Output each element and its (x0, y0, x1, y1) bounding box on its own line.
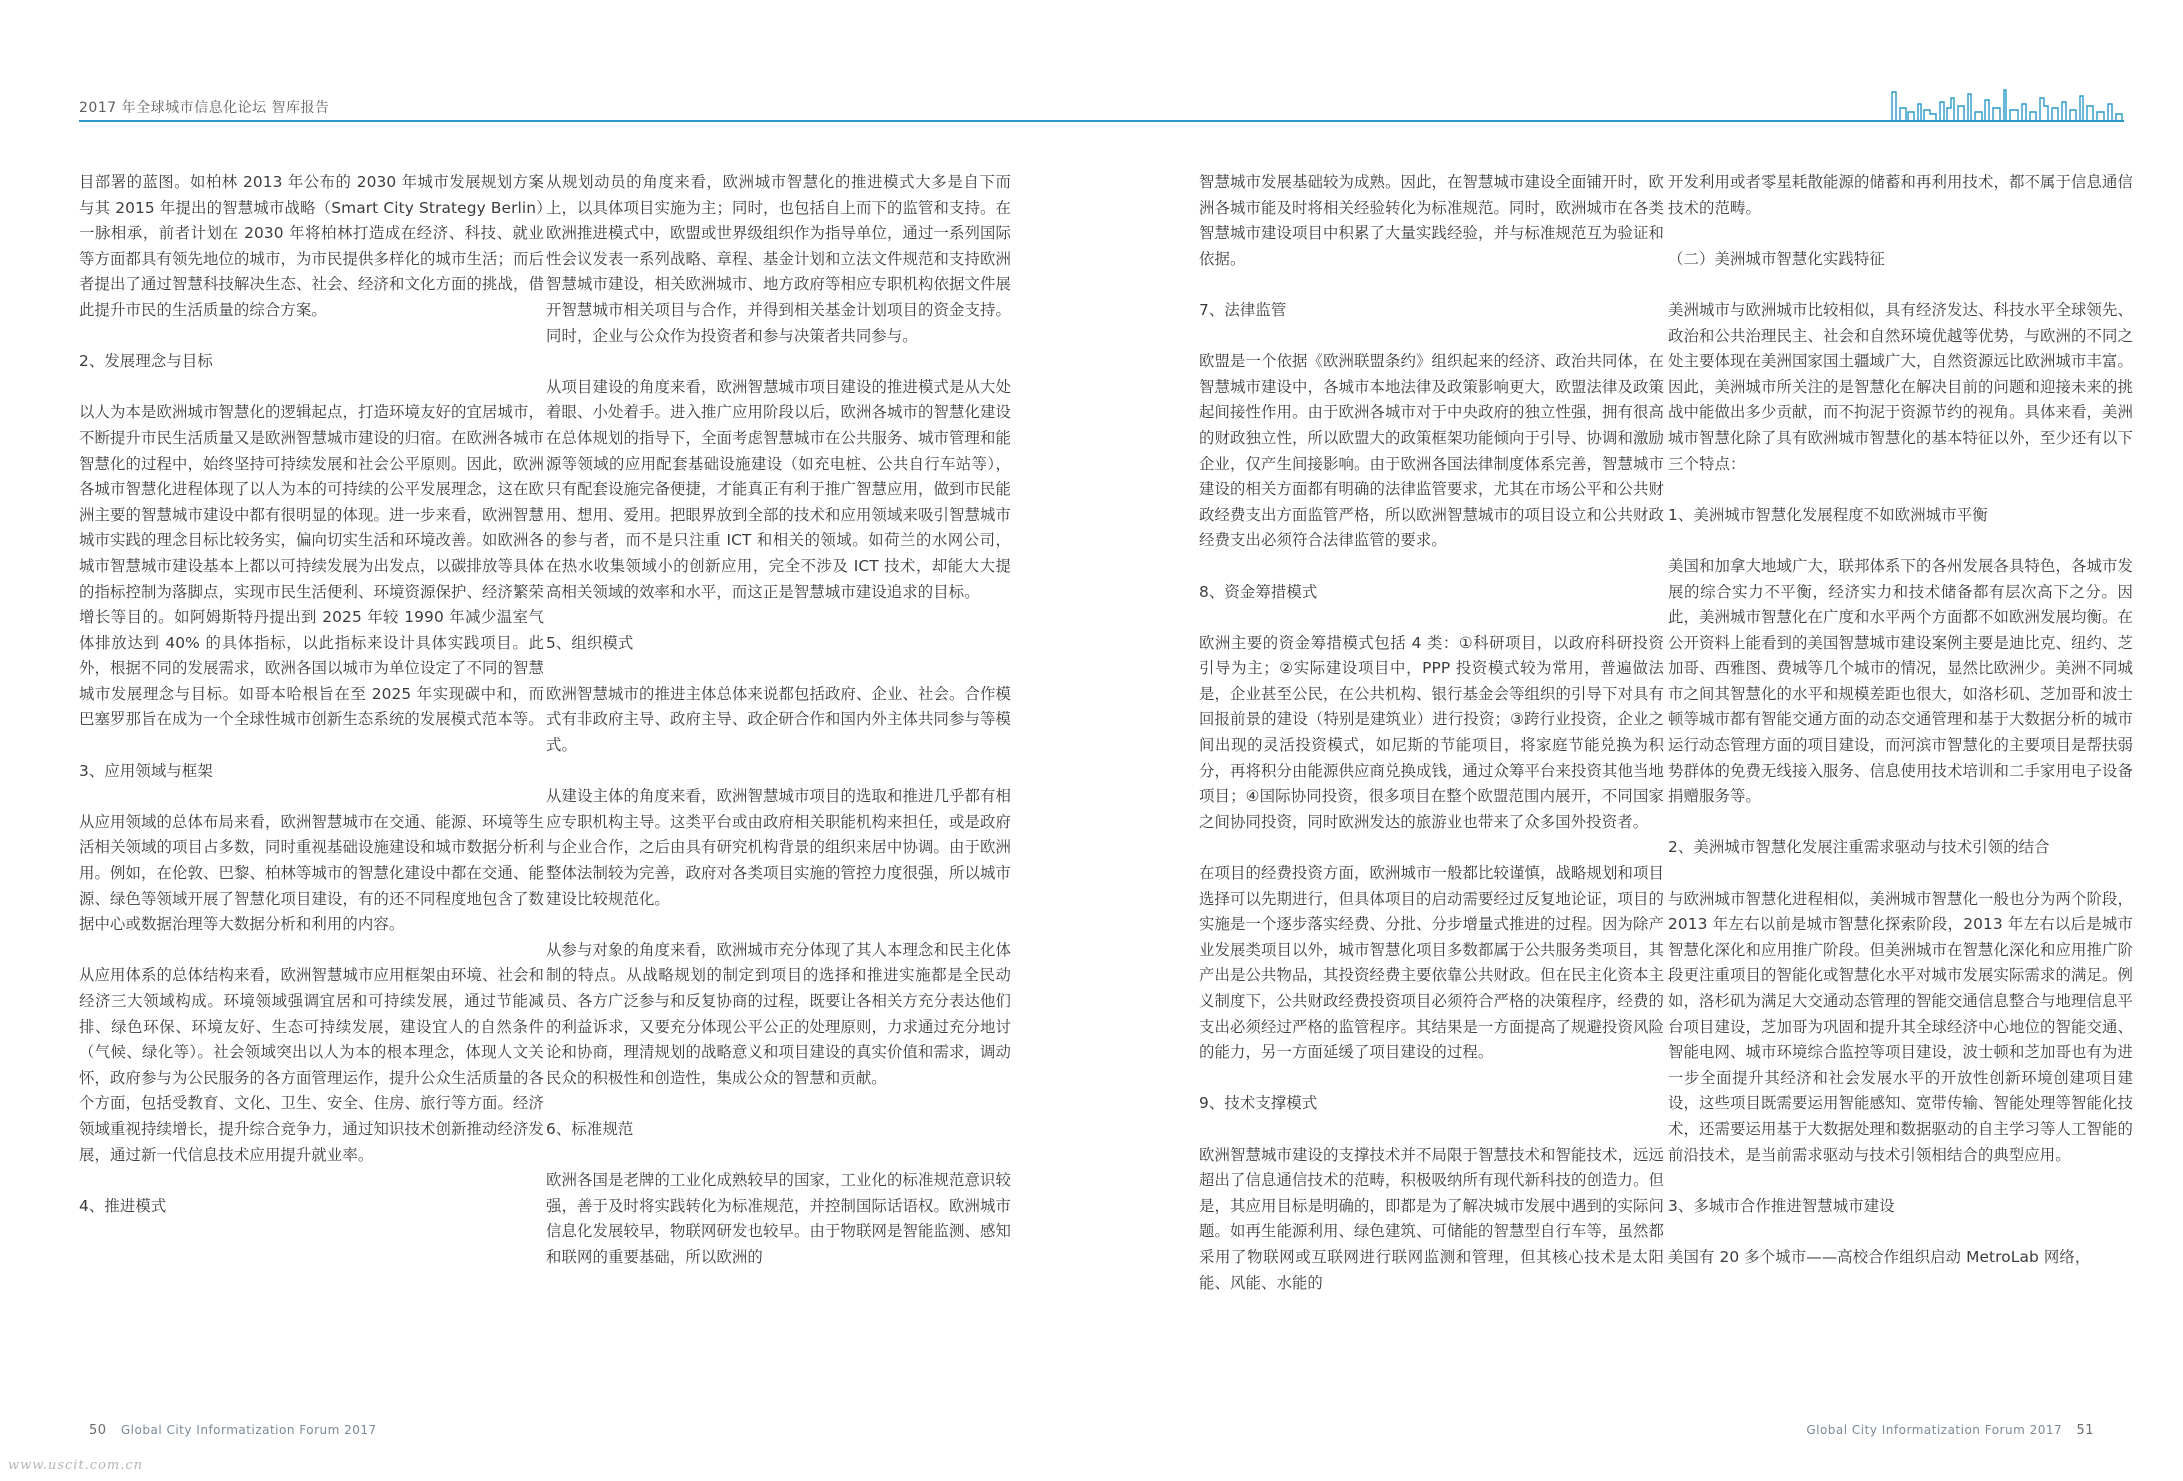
paragraph: 从建设主体的角度来看，欧洲智慧城市项目的选取和推进几乎都有相应专职机构主导。这类平台或由政府相关职能机构来担任，或是政府与企业合作，之后由具有研究机构背景的组织来居中协调。由于欧洲整体法制较为完善，政府对各类项目实施的管控力度很强，所以城市建设比较规范化。 (546, 787, 1011, 908)
section-heading: （二）美洲城市智慧化实践特征 (1668, 249, 1885, 268)
column-2 (546, 170, 1011, 1395)
section-heading: 2、美洲城市智慧化发展注重需求驱动与技术引领的结合 (1668, 838, 2050, 857)
section-heading: 9、技术支撑模式 (1199, 1094, 1318, 1113)
paragraph: 美国有 20 多个城市——高校合作组织启动 MetroLab 网络， (1668, 1247, 2091, 1266)
section-heading: 3、应用领域与框架 (79, 761, 213, 780)
paragraph: 在项目的经费投资方面，欧洲城市一般都比较谨慎，战略规划和项目选择可以先期进行，但具体项目的启动需要经过反复地论证，项目的实施是一个逐步落实经费、分批、分步增量式推进的过程。因为除产业发展类项目以外，城市智慧化项目多数都属于公共服务类项目，其产出是公共物品，其投资经费主要依靠公共财政。但在民主化资本主义制度下，公共财政经费投资项目必须符合严格的决策程序，经费的支出必须经过严格的监管程序。其结果是一方面提高了规避投资风险的能力，另一方面延缓了项目建设的过程。 (1199, 864, 1664, 1062)
column-4 (1668, 170, 2133, 1395)
section-heading: 2、发展理念与目标 (79, 352, 213, 371)
paragraph: 从规划动员的角度来看，欧洲城市智慧化的推进模式大多是自下而上，以具体项目实施为主；同时，也包括自上而下的监管和支持。在欧洲推进模式中，欧盟或世界级组织作为指导单位，通过一系列国际性会议发表一系列战略、章程、基金计划和立法文件规范和支持欧洲智慧城市建设，相关欧洲城市、地方政府等相应专职机构依据文件展开智慧城市相关项目与合作，并得到相关基金计划项目的资金支持。同时，企业与公众作为投资者和参与决策者共同参与。 (546, 173, 1011, 345)
section-heading: 3、多城市合作推进智慧城市建设 (1668, 1196, 1895, 1215)
section-heading: 8、资金筹措模式 (1199, 582, 1318, 601)
page-number-left: 50 (89, 1423, 107, 1438)
section-heading: 6、标准规范 (546, 1119, 634, 1138)
paragraph: 智慧城市发展基础较为成熟。因此，在智慧城市建设全面铺开时，欧洲各城市能及时将相关经验转化为标准规范。同时，欧洲城市在各类智慧城市建设项目中积累了大量实践经验，并与标准规范互为验证和依据。 (1199, 173, 1664, 268)
paragraph: 欧洲各国是老牌的工业化成熟较早的国家，工业化的标准规范意识较强，善于及时将实践转化为标准规范，并控制国际话语权。欧洲城市信息化发展较早，物联网研发也较早。由于物联网是智能监测、感知和联网的重要基础，所以欧洲的 (546, 1171, 1011, 1266)
paragraph: 美国和加拿大地域广大，联邦体系下的各州发展各具特色，各城市发展的综合实力不平衡，经济实力和技术储备都有层次高下之分。因此，美洲城市智慧化在广度和水平两个方面都不如欧洲发展均衡。在公开资料上能看到的美国智慧城市建设案例主要是迪比克、纽约、芝加哥、西雅图、费城等几个城市的情况，显然比欧洲少。美洲不同城市之间其智慧化的水平和规模差距也很大，如洛杉矶、芝加哥和波士顿等城市都有智能交通方面的动态交通管理和基于大数据分析的城市运行动态管理方面的项目建设，而河滨市智慧化的主要项目是帮扶弱势群体的免费无线接入服务、信息使用技术培训和二手家用电子设备捐赠服务等。 (1668, 556, 2133, 806)
section-heading: 1、美洲城市智慧化发展程度不如欧洲城市平衡 (1668, 505, 1988, 524)
paragraph: 目部署的蓝图。如柏林 2013 年公布的 2030 年城市发展规划方案与其 2015 年提出的智慧城市战略（Smart City Strategy Berlin）一脉相承，前者计划在 2030 年将柏林打造成在经济、科技、就业等方面都具有领先地位的城市，为市民提供多样化的城市生活；而后者提出了通过智慧科技解决生态、社会、经济和文化方面的挑战，借此提升市民的生活质量的综合方案。 (79, 173, 544, 319)
column-3 (1199, 170, 1664, 1395)
paragraph: 开发利用或者零星耗散能源的储蓄和再利用技术，都不属于信息通信技术的范畴。 (1668, 173, 2133, 217)
header-title: 2017 年全球城市信息化论坛 智库报告 (79, 100, 330, 116)
footer-right (1806, 1423, 2104, 1438)
section-heading: 5、组织模式 (546, 633, 634, 652)
watermark: www.uscit.com.cn (8, 1458, 144, 1473)
skyline-logo (1890, 86, 2125, 122)
paragraph: 美洲城市与欧洲城市比较相似，具有经济发达、科技水平全球领先、政治和公共治理民主、社会和自然环境优越等优势，与欧洲的不同之处主要体现在美洲国家国土疆域广大，自然资源远比欧洲城市丰富。因此，美洲城市所关注的是智慧化在解决目前的问题和迎接未来的挑战中能做出多少贡献，而不拘泥于资源节约的视角。具体来看，美洲城市智慧化除了具有欧洲城市智慧化的基本特征以外，至少还有以下三个特点： (1668, 300, 2133, 473)
header-rule (79, 120, 2124, 122)
page-number-right: 51 (2076, 1423, 2094, 1438)
paragraph: 以人为本是欧洲城市智慧化的逻辑起点，打造环境友好的宜居城市，不断提升市民生活质量又是欧洲智慧城市建设的归宿。在欧洲各城市智慧化的过程中，始终坚持可持续发展和社会公平原则。因此，欧洲各城市智慧化进程体现了以人为本的可持续的公平发展理念，这在欧洲主要的智慧城市建设中都有很明显的体现。进一步来看，欧洲智慧城市实践的理念目标比较务实，偏向切实生活和环境改善。如欧洲各城市智慧城市建设基本上都以可持续发展为出发点，以碳排放等具体的指标控制为落脚点，实现市民生活便利、环境资源保护、经济繁荣增长等目的。如阿姆斯特丹提出到 2025 年较 1990 年减少温室气体排放达到 40% 的具体指标，以此指标来设计具体实践项目。此外，根据不同的发展需求，欧洲各国以城市为单位设定了不同的智慧城市发展理念与目标。如哥本哈根旨在至 2025 年实现碳中和，而巴塞罗那旨在成为一个全球性城市创新生态系统的发展模式范本等。 (79, 403, 544, 729)
paragraph: 从参与对象的角度来看，欧洲城市充分体现了其人本理念和民主化体制的特点。从战略规划的制定到项目的选择和推进实施都是全民动员、各方广泛参与和反复协商的过程，既要让各相关方充分表达他们的利益诉求，又要充分体现公平公正的处理原则，力求通过充分地讨论和协商，理清规划的战略意义和项目建设的真实价值和需求，调动民众的积极性和创造性，集成公众的智慧和贡献。 (546, 940, 1011, 1087)
paragraph: 欧洲智慧城市的推进主体总体来说都包括政府、企业、社会。合作模式有非政府主导、政府主导、政企研合作和国内外主体共同参与等模式。 (546, 684, 1011, 755)
footer-left (79, 1423, 377, 1438)
paragraph: 从应用领域的总体布局来看，欧洲智慧城市在交通、能源、环境等生活相关领域的项目占多数，同时重视基础设施建设和城市数据分析利用。例如，在伦敦、巴黎、柏林等城市的智慧化建设中都在交通、能源、绿色等领域开展了智慧化项目建设，有的还不同程度地包含了数据中心或数据治理等大数据分析和利用的内容。 (79, 812, 544, 934)
footer-left-text: Global City Informatization Forum 2017 (120, 1423, 377, 1437)
paragraph: 欧盟是一个依据《欧洲联盟条约》组织起来的经济、政治共同体，在智慧城市建设中，各城市本地法律及政策影响更大，欧盟法律及政策起间接性作用。由于欧洲各城市对于中央政府的独立性强，拥有很高的财政独立性，所以欧盟大的政策框架功能倾向于引导、协调和激励企业，仅产生间接影响。由于欧洲各国法律制度体系完善，智慧城市建设的相关方面都有明确的法律监管要求，尤其在市场公平和公共财政经费支出方面监管严格，所以欧洲智慧城市的项目设立和公共财政经费支出必须符合法律监管的要求。 (1199, 352, 1664, 550)
paragraph: 与欧洲城市智慧化进程相似，美洲城市智慧化一般也分为两个阶段，2013 年左右以前是城市智慧化探索阶段，2013 年左右以后是城市智慧化深化和应用推广阶段。但美洲城市在智慧化深化和应用推广阶段更注重项目的智能化或智慧化水平对城市发展实际需求的满足。例如，洛杉矶为满足大交通动态管理的智能交通信息整合与地理信息平台项目建设，芝加哥为巩固和提升其全球经济中心地位的智能交通、智能电网、城市环境综合监控等项目建设，波士顿和芝加哥也有为进一步全面提升其经济和社会发展水平的开放性创新环境创建项目建设，这些项目既需要运用智能感知、宽带传输、智能处理等智能化技术，还需要运用基于大数据处理和数据驱动的自主学习等人工智能的前沿技术，是当前需求驱动与技术引领相结合的典型应用。 (1668, 889, 2133, 1164)
paragraph: 从应用体系的总体结构来看，欧洲智慧城市应用框架由环境、社会和经济三大领域构成。环境领域强调宜居和可持续发展，通过节能减排、绿色环保、环境友好、生态可持续发展，建设宜人的自然条件（气候、绿化等）。社会领域突出以人为本的根本理念，体现人文关怀，政府参与为公民服务的各方面管理运作，提升公众生活质量的各个方面，包括受教育、文化、卫生、安全、住房、旅行等方面。经济领域重视持续增长，提升综合竞争力，通过知识技术创新推动经济发展，通过新一代信息技术应用提升就业率。 (79, 966, 544, 1164)
paragraph: 从项目建设的角度来看，欧洲智慧城市项目建设的推进模式是从大处着眼、小处着手。进入推广应用阶段以后，欧洲各城市的智慧化建设在总体规划的指导下，全面考虑智慧城市在公共服务、城市管理和能源等领域的应用配套基础设施建设（如充电桩、公共自行车站等），只有配套设施完备便捷，才能真正有利于推广智慧应用，做到市民能用、想用、爱用。把眼界放到全部的技术和应用领域来吸引智慧城市的参与者，而不是只注重 ICT 和相关的领域。如荷兰的水网公司，在热水收集领域小的创新应用，完全不涉及 ICT 技术，却能大大提高相关领域的效率和水平，而这正是智慧城市建设追求的目标。 (546, 377, 1011, 601)
paragraph: 欧洲主要的资金筹措模式包括 4 类：①科研项目，以政府科研投资引导为主；②实际建设项目中，PPP 投资模式较为常用，普遍做法是，企业甚至公民，在公共机构、银行基金会等组织的引导下对具有回报前景的建设（特别是建筑业）进行投资；③跨行业投资，企业之间出现的灵活投资模式，如尼斯的节能项目，将家庭节能兑换为积分，再将积分由能源供应商兑换成钱，通过众筹平台来投资其他当地项目；④国际协同投资，很多项目在整个欧盟范围内展开，不同国家之间协同投资，同时欧洲发达的旅游业也带来了众多国外投资者。 (1199, 633, 1664, 831)
section-heading: 7、法律监管 (1199, 300, 1287, 319)
column-1 (79, 170, 544, 1395)
footer-right-text: Global City Informatization Forum 2017 (1806, 1423, 2063, 1437)
paragraph: 欧洲智慧城市建设的支撑技术并不局限于智慧技术和智能技术，远远超出了信息通信技术的范畴，积极吸纳所有现代新科技的创造力。但是，其应用目标是明确的，即都是为了解决城市发展中遇到的实际问题。如再生能源利用、绿色建筑、可储能的智慧型自行车等，虽然都采用了物联网或互联网进行联网监测和管理，但其核心技术是太阳能、风能、水能的 (1199, 1145, 1664, 1292)
section-heading: 4、推进模式 (79, 1196, 167, 1215)
